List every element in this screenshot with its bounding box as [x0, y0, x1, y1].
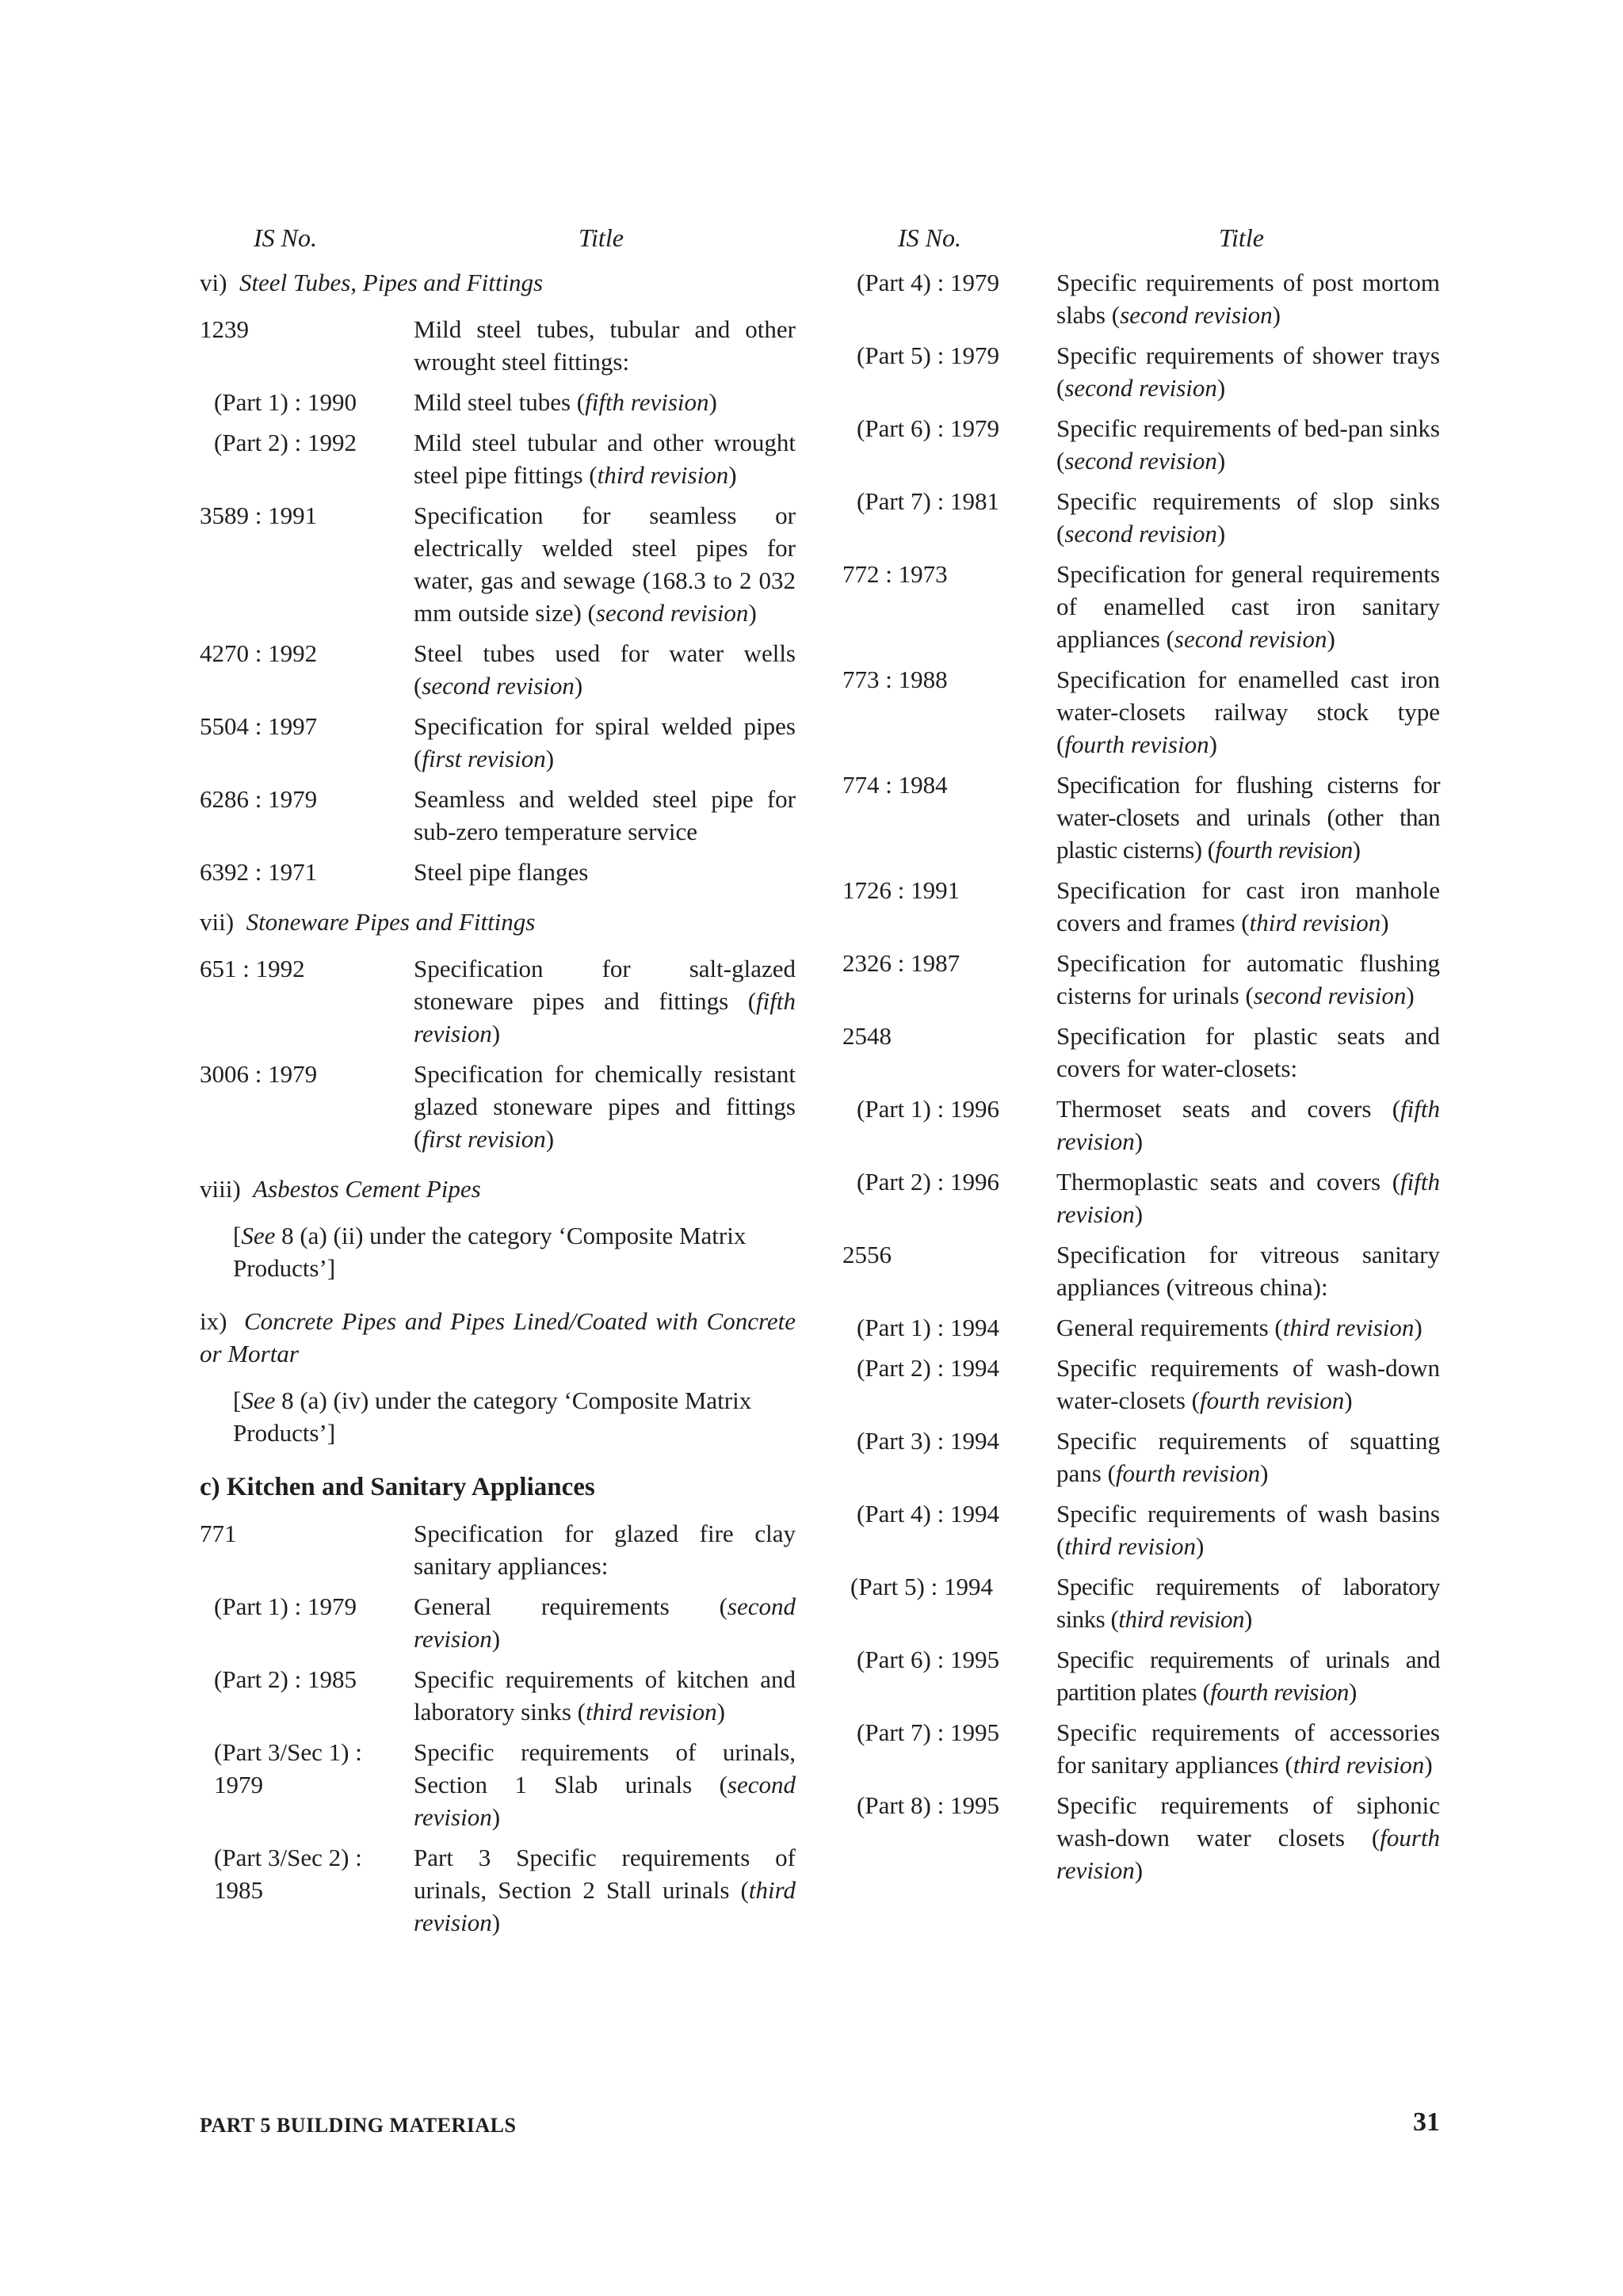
standard-title: Specific requirements of urinals and partition plates (fourth revision) [1056, 1646, 1440, 1706]
cross-reference-note: [See 8 (a) (ii) under the category ‘Composite Matrix Products’] [233, 1222, 747, 1282]
column-header [842, 223, 1440, 257]
is-number: 6286 : 1979 [200, 785, 318, 813]
standard-title: Specific requirements of shower trays (second revision) [1056, 341, 1440, 402]
is-number: 774 : 1984 [842, 771, 948, 799]
standard-title: Specific requirements of kitchen and laboratory sinks (third revision) [414, 1665, 796, 1726]
table-row [842, 339, 1440, 404]
standard-title: Steel tubes used for water wells (second revision) [414, 639, 796, 700]
standard-title: Seamless and welded steel pipe for sub-zero temperature service [414, 785, 796, 845]
table-row [842, 558, 1440, 655]
table-row [842, 1643, 1440, 1708]
footer-part-label: PART 5 BUILDING MATERIALS [200, 2114, 517, 2137]
is-number: (Part 7) : 1995 [857, 1718, 999, 1746]
category-heading: vi) Steel Tubes, Pipes and Fittings [200, 269, 544, 296]
standard-title: General requirements (third revision) [1056, 1314, 1423, 1341]
standard-title: Specific requirements of bed-pan sinks (second revision) [1056, 414, 1440, 475]
right-column [842, 223, 1440, 1894]
table-row [842, 874, 1440, 939]
is-number: (Part 1) : 1996 [857, 1095, 999, 1123]
is-number: 5504 : 1997 [200, 712, 318, 740]
is-number: (Part 5) : 1979 [857, 341, 999, 369]
table-row [200, 952, 796, 1050]
standard-title: General requirements (second revision) [414, 1592, 796, 1653]
is-number: 1239 [200, 315, 249, 343]
standard-title: Specification for salt-glazed stoneware pipes and fittings (fifth revision) [414, 955, 796, 1047]
standard-title: Specification for spiral welded pipes (first revision) [414, 712, 796, 772]
is-number: 2548 [842, 1022, 892, 1050]
standard-title: Specification for automatic flushing cisterns for urinals (second revision) [1056, 949, 1440, 1009]
page-number: 31 [1413, 2107, 1440, 2137]
table-row [842, 1238, 1440, 1303]
table-row [842, 485, 1440, 550]
standard-title: Specification for vitreous sanitary appliances (vitreous china): [1056, 1241, 1440, 1301]
table-row [200, 386, 796, 418]
is-number: 3589 : 1991 [200, 502, 318, 529]
table-row [842, 1570, 1440, 1635]
table-row [200, 499, 796, 629]
is-number: 6392 : 1971 [200, 858, 318, 886]
standard-title: Specification for glazed fire clay sanitary appliances: [414, 1520, 796, 1580]
category-heading: ix) Concrete Pipes and Pipes Lined/Coated with Concrete or Mortar [200, 1307, 796, 1367]
table-row [200, 637, 796, 702]
is-number: 2326 : 1987 [842, 949, 960, 977]
standard-title: Specific requirements of accessories for sanitary appliances (third revision) [1056, 1718, 1440, 1779]
table-row [842, 1789, 1440, 1886]
standard-title: Thermoset seats and covers (fifth revision) [1056, 1095, 1440, 1155]
table-row [842, 1020, 1440, 1085]
standard-title: Specification for seamless or electrically welded steel pipes for water, gas and sewage (168.3 to 2 032 mm outside size) (second revision) [414, 502, 796, 627]
table-row [842, 663, 1440, 761]
is-number: 1726 : 1991 [842, 876, 960, 904]
is-number: (Part 3) : 1994 [857, 1427, 999, 1455]
header-isno: IS No. [254, 223, 317, 252]
is-number: 2556 [842, 1241, 892, 1268]
table-row [200, 1736, 796, 1833]
table-row [842, 1311, 1440, 1344]
is-number: (Part 6) : 1979 [857, 414, 999, 442]
is-number: (Part 2) : 1996 [857, 1168, 999, 1196]
table-row [200, 313, 796, 378]
table-row [200, 1517, 796, 1582]
standard-title: Specific requirements of laboratory sinks (third revision) [1056, 1573, 1440, 1633]
is-number: (Part 4) : 1979 [857, 269, 999, 296]
is-number: (Part 2) : 1992 [214, 429, 357, 456]
table-row [842, 266, 1440, 331]
is-number: 771 [200, 1520, 237, 1547]
category-heading: vii) Stoneware Pipes and Fittings [200, 908, 536, 936]
standard-title: Specific requirements of squatting pans (fourth revision) [1056, 1427, 1440, 1487]
standard-title: Specification for enamelled cast iron water-closets railway stock type (fourth revision) [1056, 666, 1440, 758]
is-number: 4270 : 1992 [200, 639, 318, 667]
table-row [200, 1590, 796, 1655]
table-row [842, 947, 1440, 1012]
left-column [200, 223, 796, 1947]
standard-title: Specific requirements of wash-down water-closets (fourth revision) [1056, 1354, 1440, 1414]
standard-title: Steel pipe flanges [414, 858, 589, 886]
table-row [200, 1841, 796, 1939]
is-number: (Part 1) : 1994 [857, 1314, 999, 1341]
table-row [842, 412, 1440, 477]
table-row [842, 769, 1440, 866]
is-number: (Part 4) : 1994 [857, 1500, 999, 1527]
is-number: (Part 2) : 1994 [857, 1354, 999, 1382]
is-number: (Part 3/Sec 2) : 1985 [214, 1844, 362, 1904]
is-number: 3006 : 1979 [200, 1060, 318, 1088]
is-number: (Part 6) : 1995 [857, 1646, 999, 1673]
category-heading: viii) Asbestos Cement Pipes [200, 1175, 481, 1203]
is-number: (Part 3/Sec 1) : 1979 [214, 1738, 362, 1798]
standard-title: Specific requirements of slop sinks (second revision) [1056, 487, 1440, 547]
table-row [200, 710, 796, 775]
table-row [200, 1663, 796, 1728]
standard-title: Specification for cast iron manhole covers and frames (third revision) [1056, 876, 1440, 936]
cross-reference-note: [See 8 (a) (iv) under the category ‘Composite Matrix Products’] [233, 1386, 752, 1447]
standard-title: Specific requirements of siphonic wash-down water closets (fourth revision) [1056, 1791, 1440, 1884]
table-row [842, 1093, 1440, 1158]
table-row [842, 1497, 1440, 1562]
table-row [200, 856, 796, 888]
section-heading: c) Kitchen and Sanitary Appliances [200, 1473, 595, 1501]
column-header [200, 223, 796, 257]
is-number: (Part 1) : 1979 [214, 1592, 357, 1620]
header-title: Title [579, 223, 624, 252]
standard-title: Specific requirements of wash basins (third revision) [1056, 1500, 1440, 1560]
standard-title: Specification for plastic seats and covers for water-closets: [1056, 1022, 1440, 1082]
standard-title: Specification for chemically resistant glazed stoneware pipes and fittings (first revision) [414, 1060, 796, 1153]
is-number: 773 : 1988 [842, 666, 948, 693]
standard-title: Thermoplastic seats and covers (fifth revision) [1056, 1168, 1440, 1228]
table-row [842, 1716, 1440, 1781]
header-isno: IS No. [898, 223, 961, 252]
standard-title: Specification for flushing cisterns for water-closets and urinals (other than plastic cisterns) (fourth revision) [1056, 771, 1440, 864]
is-number: (Part 2) : 1985 [214, 1665, 357, 1693]
table-row [842, 1165, 1440, 1230]
standard-title: Specification for general requirements of enamelled cast iron sanitary appliances (second revision) [1056, 560, 1440, 653]
is-number: (Part 1) : 1990 [214, 388, 357, 416]
is-number: (Part 5) : 1994 [850, 1573, 993, 1600]
standard-title: Mild steel tubes (fifth revision) [414, 388, 717, 416]
standard-title: Specific requirements of urinals, Section 1 Slab urinals (second revision) [414, 1738, 796, 1831]
is-number: 651 : 1992 [200, 955, 305, 982]
table-row [842, 1425, 1440, 1489]
standard-title: Specific requirements of post mortom slabs (second revision) [1056, 269, 1440, 329]
standard-title: Mild steel tubes, tubular and other wrought steel fittings: [414, 315, 796, 376]
is-number: (Part 7) : 1981 [857, 487, 999, 515]
header-title: Title [1219, 223, 1264, 252]
is-number: (Part 8) : 1995 [857, 1791, 999, 1819]
table-row [200, 1058, 796, 1155]
table-row [842, 1352, 1440, 1417]
is-number: 772 : 1973 [842, 560, 948, 588]
standard-title: Part 3 Specific requirements of urinals, Section 2 Stall urinals (third revision) [414, 1844, 796, 1936]
standard-title: Mild steel tubular and other wrought steel pipe fittings (third revision) [414, 429, 796, 489]
table-row [200, 783, 796, 848]
table-row [200, 426, 796, 491]
